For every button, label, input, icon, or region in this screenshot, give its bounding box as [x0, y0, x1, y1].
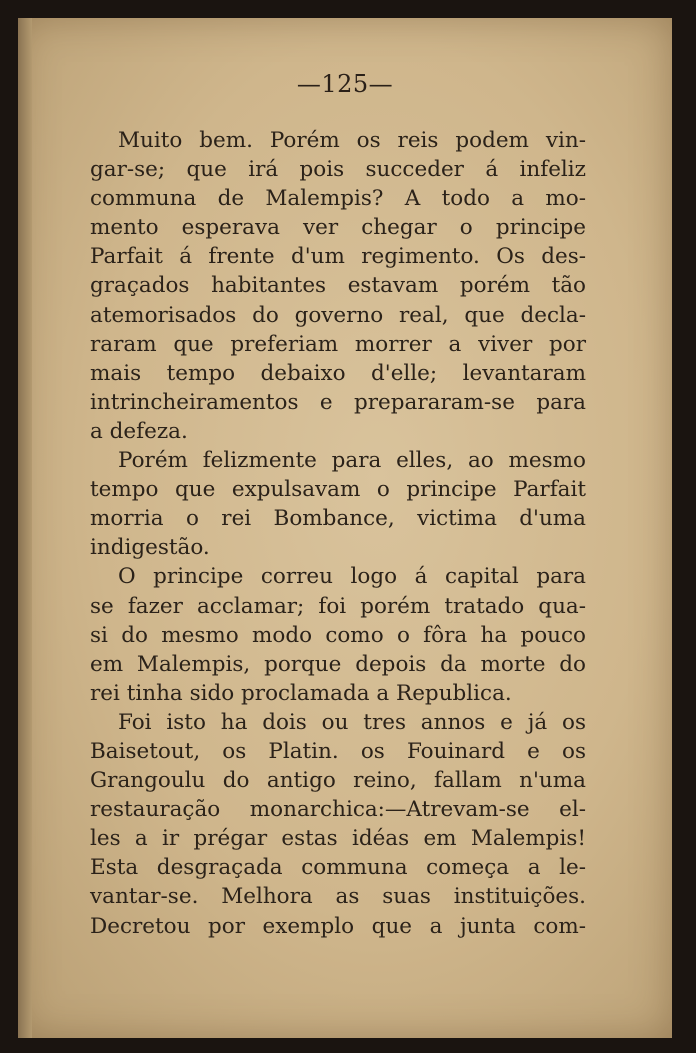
text-line: graçados habitantes estavam porém tão — [90, 273, 586, 299]
text-line: raram que preferiam morrer a viver por — [90, 331, 586, 357]
text-line: indigestão. — [90, 535, 210, 561]
text-line: Baisetout, os Platin. os Fouinard e os — [90, 738, 586, 764]
page-body-text — [90, 126, 586, 941]
page-number: —125— — [296, 70, 394, 98]
text-line: tempo que expulsavam o principe Parfait — [90, 477, 586, 503]
text-line: communa de Malempis? A todo a mo- — [90, 186, 586, 212]
text-line: se fazer acclamar; foi porém tratado qua- — [90, 593, 586, 619]
text-line: atemorisados do governo real, que decla- — [90, 302, 586, 328]
text-line: O principe correu logo á capital para — [118, 564, 586, 590]
text-line: gar-se; que irá pois succeder á infeliz — [90, 157, 586, 183]
text-line: si do mesmo modo como o fôra ha pouco — [90, 622, 586, 648]
text-line: Foi isto ha dois ou tres annos e já os — [118, 709, 586, 735]
text-line: morria o rei Bombance, victima d'uma — [90, 506, 586, 532]
text-line: Parfait á frente d'um regimento. Os des- — [90, 244, 586, 270]
text-line: Decretou por exemplo que a junta com- — [90, 913, 586, 939]
text-line: a defeza. — [90, 418, 188, 444]
text-line: Porém felizmente para elles, ao mesmo — [118, 448, 586, 474]
text-line: les a ir prégar estas idéas em Malempis! — [90, 826, 586, 852]
text-line: vantar-se. Melhora as suas instituições. — [90, 884, 586, 910]
book-page — [18, 18, 672, 1038]
text-line: Grangoulu do antigo reino, fallam n'uma — [90, 768, 586, 794]
text-line: intrincheiramentos e prepararam-se para — [90, 389, 586, 415]
text-line: mais tempo debaixo d'elle; levantaram — [90, 360, 586, 386]
text-line: mento esperava ver chegar o principe — [90, 215, 586, 241]
text-line: rei tinha sido proclamada a Republica. — [90, 680, 512, 706]
text-line: restauração monarchica:—Atrevam-se el- — [90, 797, 586, 823]
page-spine-shadow — [18, 18, 32, 1038]
text-line: em Malempis, porque depois da morte do — [90, 651, 586, 677]
text-line: Muito bem. Porém os reis podem vin- — [118, 128, 586, 153]
text-line: Esta desgraçada communa começa a le- — [90, 855, 586, 881]
